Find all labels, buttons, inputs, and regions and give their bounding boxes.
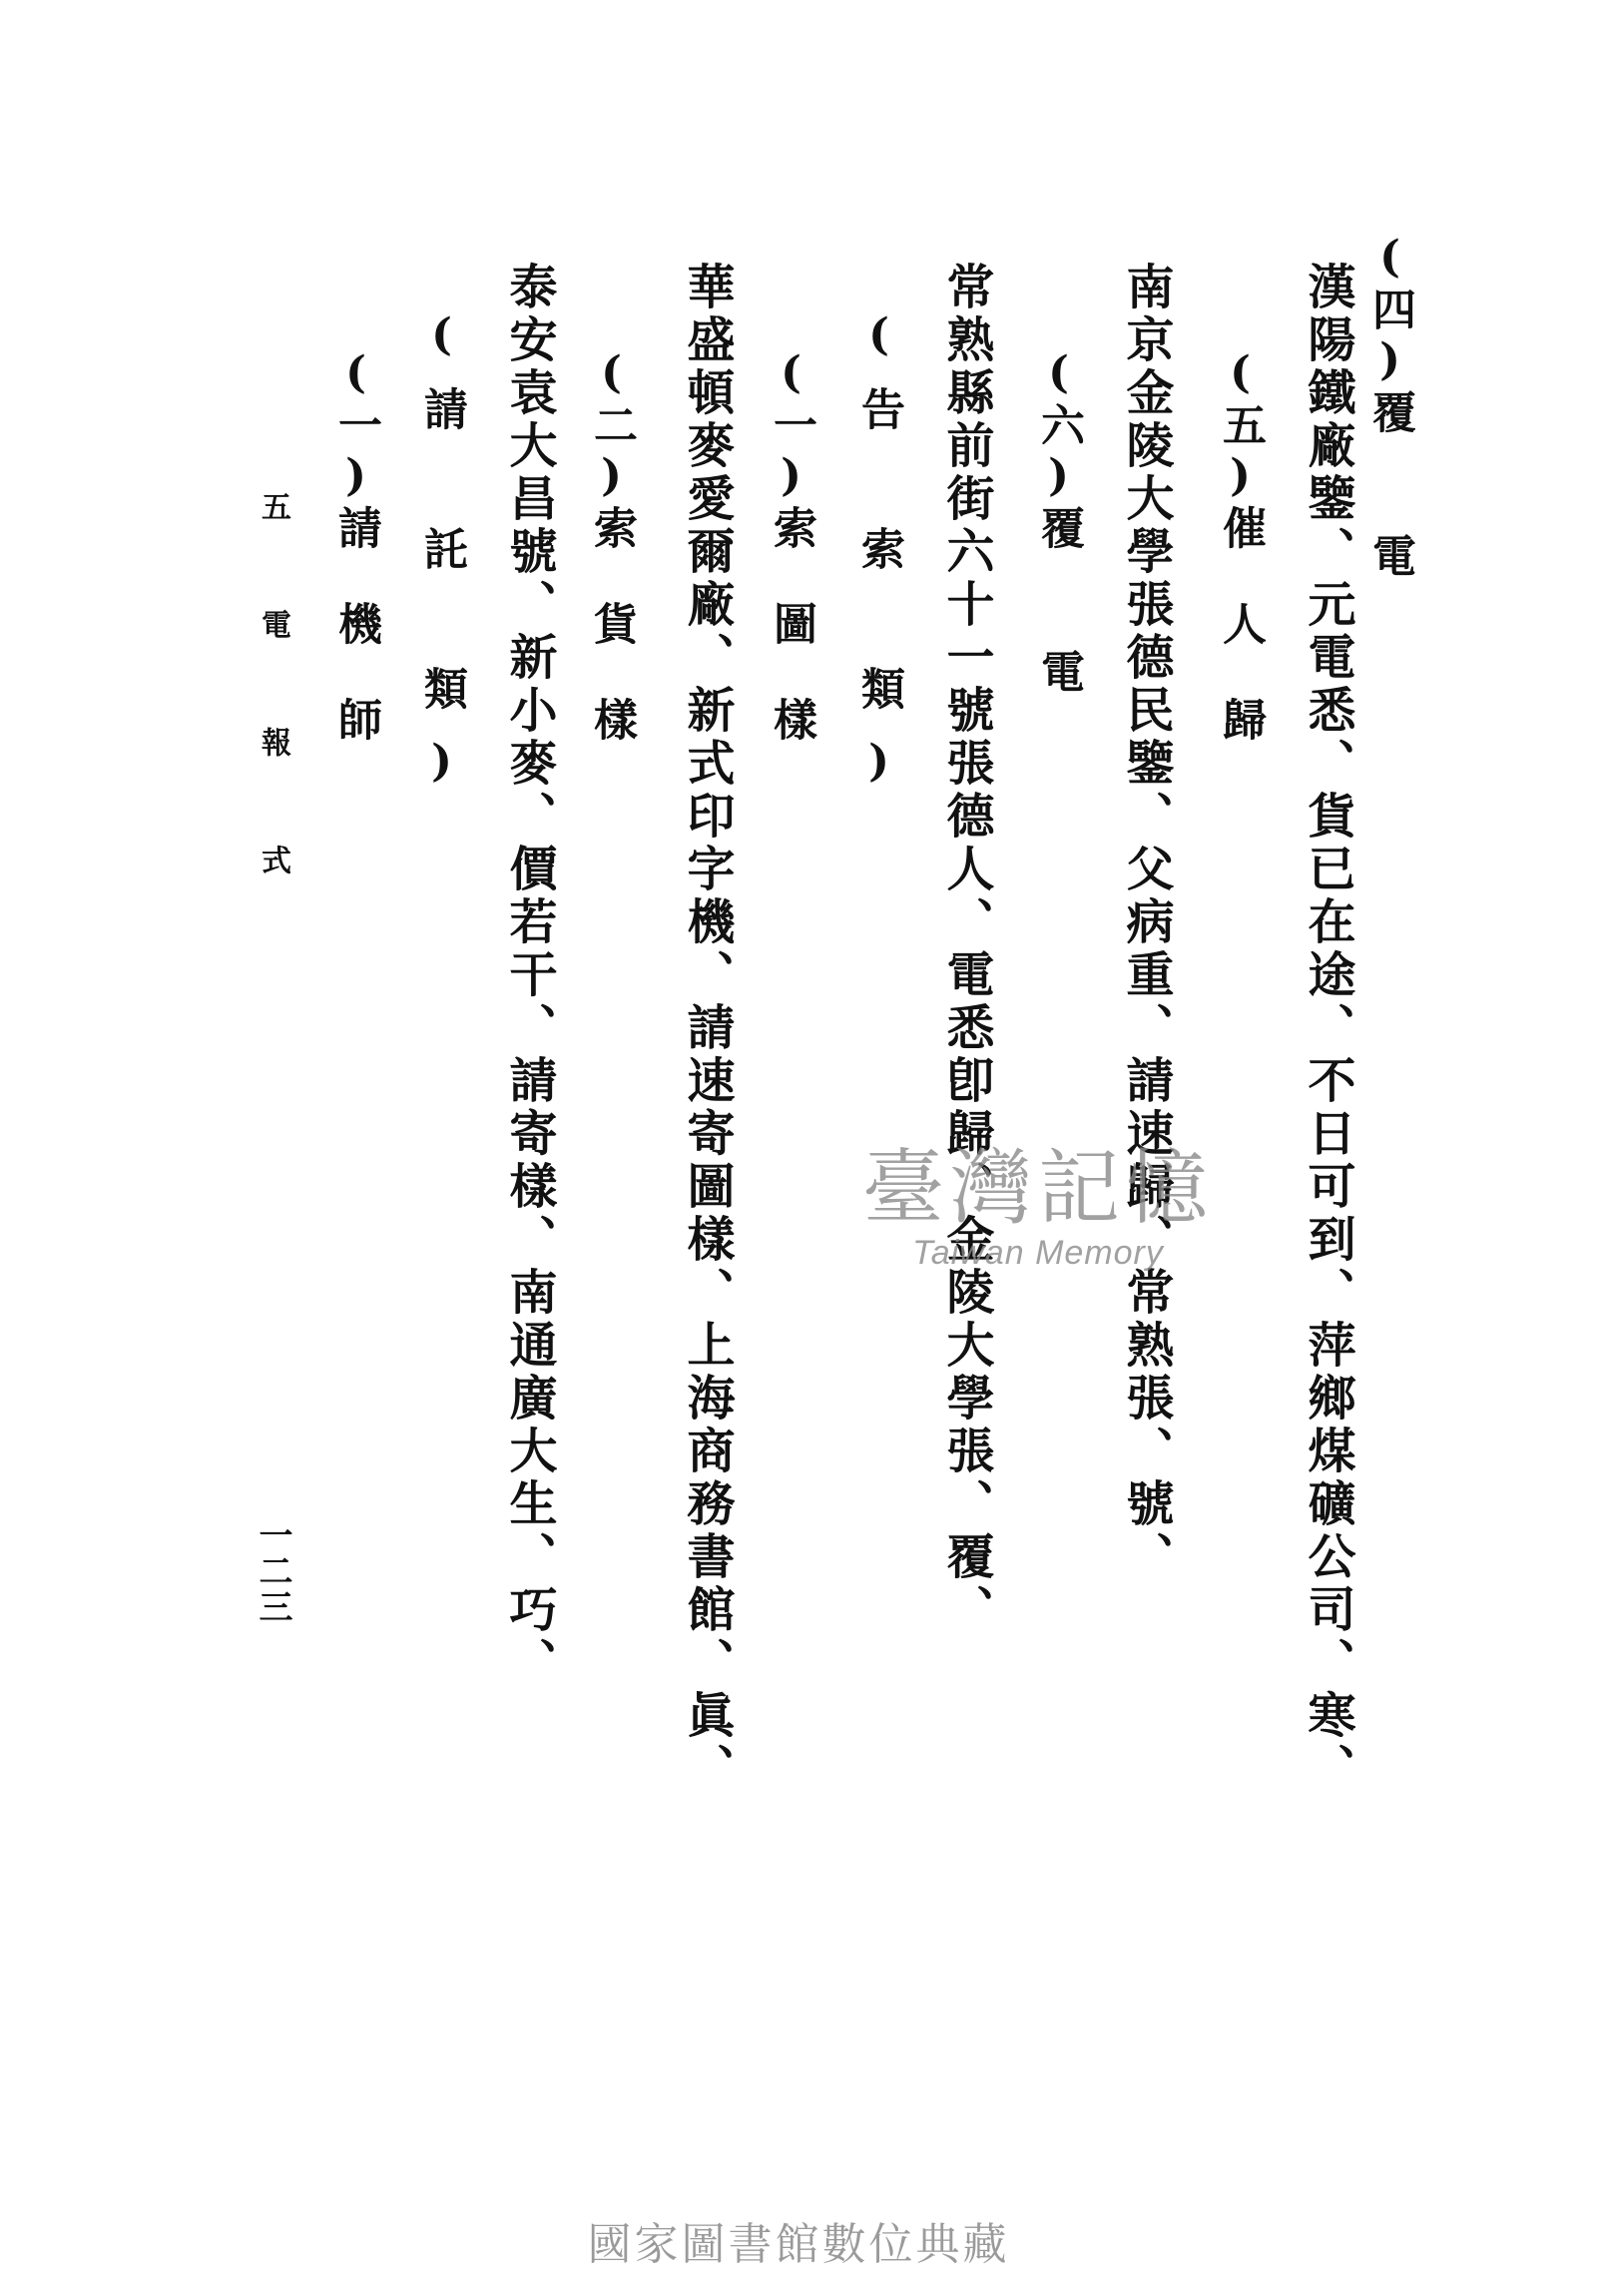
- heading-suo-tu-yang: (一)索 圖 樣: [766, 347, 816, 745]
- section-label: 五電報式: [256, 491, 290, 962]
- heading-cui-ren-gui-5: (五)催 人 歸: [1215, 347, 1266, 745]
- category-qing-tuo-lei: (請 託 類): [416, 309, 467, 813]
- heading-fu-dian-6: (六)覆 電: [1033, 347, 1084, 697]
- category-gao-suo-lei: (告 索 類): [853, 309, 904, 813]
- telegram-nanjing-jinling-university: 南京金陵大學張德民鑒、父病重、請速歸、常熟張、號、: [1118, 262, 1174, 1584]
- telegram-washington-printing: 華盛頓麥愛爾廠、新式印字機、請速寄圖樣、上海商務書館、眞、: [679, 262, 735, 1796]
- library-credit: 國家圖書館數位典藏: [587, 2219, 1010, 2270]
- heading-fu-dian-4: (四)覆 電: [1364, 232, 1415, 581]
- telegram-taian-yuan-dachang: 泰安袁大昌號、新小麥、價若干、請寄樣、南通廣大生、巧、: [501, 262, 557, 1690]
- telegram-changshu-zhang-deren: 常熟縣前街六十一號張德人、電悉卽歸、金陵大學張、覆、: [938, 262, 994, 1637]
- heading-qing-ji-shi: (一)請 機 師: [330, 347, 381, 745]
- heading-suo-huo-yang: (二)索 貨 樣: [586, 347, 637, 745]
- telegram-hanyang-iron-works: 漢陽鐵廠鑒、元電悉、貨已在途、不日可到、萍鄉煤礦公司、寒、: [1300, 262, 1355, 1796]
- taiwan-memory-watermark: [798, 1141, 1278, 1273]
- watermark-main-text: 臺灣記憶: [861, 1141, 1214, 1236]
- watermark-sub-text: Taiwan Memory: [912, 1234, 1164, 1272]
- page-number: 一二三: [253, 1517, 292, 1625]
